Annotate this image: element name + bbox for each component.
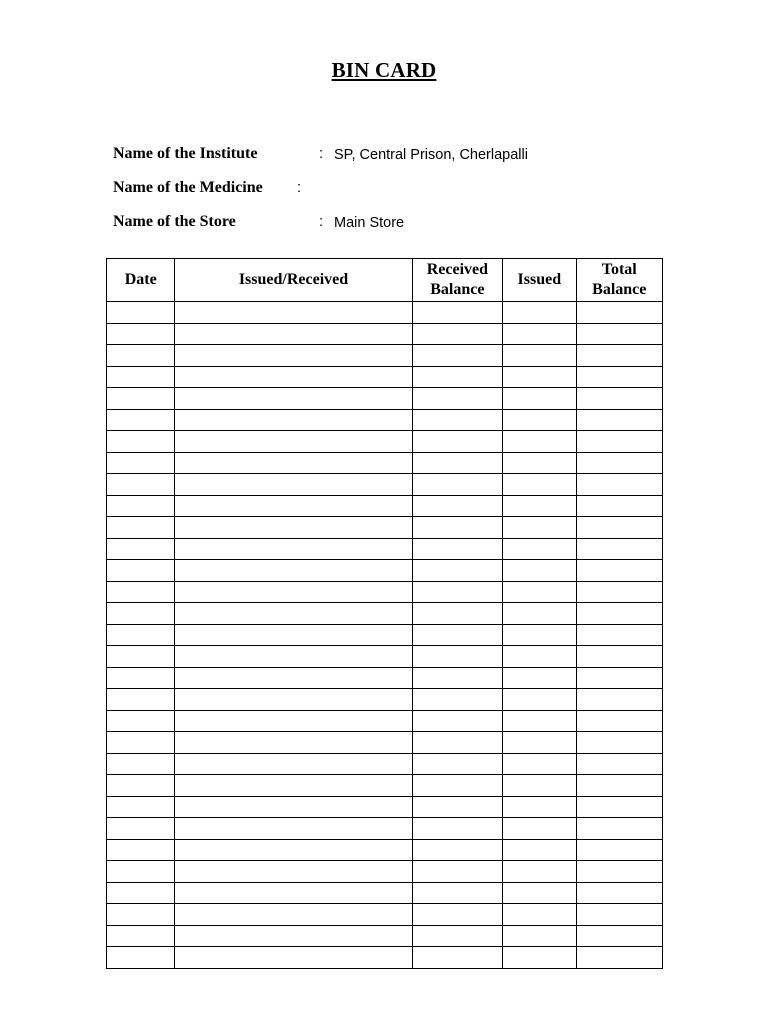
issued-received-cell[interactable] — [175, 947, 412, 969]
total-balance-cell[interactable] — [576, 947, 663, 969]
received-balance-cell[interactable] — [412, 667, 502, 689]
total-balance-cell[interactable] — [576, 302, 663, 324]
issued-cell[interactable] — [503, 839, 576, 861]
issued-cell[interactable] — [503, 796, 576, 818]
received-balance-cell[interactable] — [412, 775, 502, 797]
table-row — [107, 732, 663, 754]
issued-received-cell[interactable] — [175, 323, 412, 345]
received-balance-cell[interactable] — [412, 323, 502, 345]
issued-received-cell[interactable] — [175, 818, 412, 840]
header-issued: Issued — [503, 259, 576, 302]
total-balance-cell[interactable] — [576, 839, 663, 861]
issued-received-cell[interactable] — [175, 861, 412, 883]
received-balance-cell[interactable] — [412, 689, 502, 711]
date-cell[interactable] — [107, 345, 175, 367]
received-balance-cell[interactable] — [412, 517, 502, 539]
total-balance-cell[interactable] — [576, 517, 663, 539]
received-balance-cell[interactable] — [412, 646, 502, 668]
issued-cell[interactable] — [503, 366, 576, 388]
date-cell[interactable] — [107, 495, 175, 517]
total-balance-cell[interactable] — [576, 710, 663, 732]
issued-cell[interactable] — [503, 861, 576, 883]
medicine-label: Name of the Medicine — [113, 179, 263, 196]
table-row — [107, 839, 663, 861]
issued-cell[interactable] — [503, 818, 576, 840]
header-issued-received: Issued/Received — [175, 259, 412, 302]
issued-received-cell[interactable] — [175, 388, 412, 410]
date-cell[interactable] — [107, 560, 175, 582]
total-balance-cell[interactable] — [576, 560, 663, 582]
table-row — [107, 345, 663, 367]
received-balance-cell[interactable] — [412, 474, 502, 496]
issued-cell[interactable] — [503, 947, 576, 969]
table-row — [107, 603, 663, 625]
received-balance-cell[interactable] — [412, 947, 502, 969]
date-cell[interactable] — [107, 861, 175, 883]
total-balance-cell[interactable] — [576, 495, 663, 517]
received-balance-cell[interactable] — [412, 818, 502, 840]
total-balance-cell[interactable] — [576, 538, 663, 560]
date-cell[interactable] — [107, 732, 175, 754]
total-balance-cell[interactable] — [576, 323, 663, 345]
issued-cell[interactable] — [503, 560, 576, 582]
issued-received-cell[interactable] — [175, 710, 412, 732]
table-row — [107, 818, 663, 840]
issued-received-cell[interactable] — [175, 560, 412, 582]
date-cell[interactable] — [107, 624, 175, 646]
issued-received-cell[interactable] — [175, 925, 412, 947]
total-balance-cell[interactable] — [576, 603, 663, 625]
issued-received-cell[interactable] — [175, 517, 412, 539]
institute-colon: : — [319, 146, 324, 162]
issued-received-cell[interactable] — [175, 753, 412, 775]
table-row — [107, 882, 663, 904]
issued-cell[interactable] — [503, 345, 576, 367]
date-cell[interactable] — [107, 581, 175, 603]
header-received-balance — [412, 259, 502, 302]
table-row — [107, 302, 663, 324]
table-row — [107, 925, 663, 947]
total-balance-cell[interactable] — [576, 732, 663, 754]
total-balance-cell[interactable] — [576, 796, 663, 818]
received-balance-cell[interactable] — [412, 732, 502, 754]
issued-received-cell[interactable] — [175, 667, 412, 689]
issued-cell[interactable] — [503, 753, 576, 775]
total-balance-cell[interactable] — [576, 388, 663, 410]
issued-cell[interactable] — [503, 732, 576, 754]
issued-received-cell[interactable] — [175, 495, 412, 517]
table-row — [107, 323, 663, 345]
total-balance-cell[interactable] — [576, 452, 663, 474]
received-balance-cell[interactable] — [412, 538, 502, 560]
issued-received-cell[interactable] — [175, 839, 412, 861]
received-balance-cell[interactable] — [412, 560, 502, 582]
total-balance-cell[interactable] — [576, 624, 663, 646]
received-balance-cell[interactable] — [412, 581, 502, 603]
issued-cell[interactable] — [503, 409, 576, 431]
received-balance-cell[interactable] — [412, 624, 502, 646]
issued-received-cell[interactable] — [175, 366, 412, 388]
total-balance-cell[interactable] — [576, 861, 663, 883]
issued-received-cell[interactable] — [175, 603, 412, 625]
date-cell[interactable] — [107, 689, 175, 711]
table-row — [107, 796, 663, 818]
issued-received-cell[interactable] — [175, 409, 412, 431]
date-cell[interactable] — [107, 388, 175, 410]
table-row — [107, 689, 663, 711]
table-row — [107, 947, 663, 969]
issued-received-cell[interactable] — [175, 302, 412, 324]
total-balance-cell[interactable] — [576, 646, 663, 668]
received-balance-cell[interactable] — [412, 409, 502, 431]
total-balance-cell[interactable] — [576, 581, 663, 603]
received-balance-cell[interactable] — [412, 710, 502, 732]
issued-received-cell[interactable] — [175, 904, 412, 926]
received-balance-cell[interactable] — [412, 388, 502, 410]
date-cell[interactable] — [107, 882, 175, 904]
issued-received-cell[interactable] — [175, 538, 412, 560]
total-balance-cell[interactable] — [576, 667, 663, 689]
date-cell[interactable] — [107, 452, 175, 474]
store-colon: : — [319, 214, 324, 230]
table-row — [107, 366, 663, 388]
date-cell[interactable] — [107, 710, 175, 732]
table-row — [107, 753, 663, 775]
issued-received-cell[interactable] — [175, 452, 412, 474]
date-cell[interactable] — [107, 904, 175, 926]
issued-received-cell[interactable] — [175, 796, 412, 818]
date-cell[interactable] — [107, 775, 175, 797]
issued-cell[interactable] — [503, 689, 576, 711]
total-balance-cell[interactable] — [576, 366, 663, 388]
table-header-row — [107, 259, 663, 302]
institute-value: SP, Central Prison, Cherlapalli — [334, 147, 528, 163]
store-label: Name of the Store — [113, 213, 236, 230]
issued-cell[interactable] — [503, 323, 576, 345]
medicine-colon: : — [297, 180, 302, 196]
received-balance-cell[interactable] — [412, 753, 502, 775]
header-total-balance — [576, 259, 663, 302]
date-cell[interactable] — [107, 538, 175, 560]
bin-card-table — [106, 258, 663, 969]
total-balance-cell[interactable] — [576, 753, 663, 775]
date-cell[interactable] — [107, 517, 175, 539]
received-balance-cell[interactable] — [412, 495, 502, 517]
date-cell[interactable] — [107, 474, 175, 496]
header-received-balance-text: Received Balance — [426, 261, 489, 298]
institute-label: Name of the Institute — [113, 145, 258, 162]
date-cell[interactable] — [107, 646, 175, 668]
table-row — [107, 624, 663, 646]
table-row — [107, 667, 663, 689]
total-balance-cell[interactable] — [576, 904, 663, 926]
date-cell[interactable] — [107, 409, 175, 431]
date-cell[interactable] — [107, 431, 175, 453]
total-balance-cell[interactable] — [576, 689, 663, 711]
received-balance-cell[interactable] — [412, 366, 502, 388]
date-cell[interactable] — [107, 925, 175, 947]
issued-cell[interactable] — [503, 474, 576, 496]
total-balance-cell[interactable] — [576, 775, 663, 797]
total-balance-cell[interactable] — [576, 882, 663, 904]
table-row — [107, 538, 663, 560]
issued-cell[interactable] — [503, 302, 576, 324]
date-cell[interactable] — [107, 839, 175, 861]
issued-cell[interactable] — [503, 452, 576, 474]
issued-cell[interactable] — [503, 775, 576, 797]
total-balance-cell[interactable] — [576, 345, 663, 367]
table-row — [107, 581, 663, 603]
issued-cell[interactable] — [503, 904, 576, 926]
document-title: BIN CARD — [331, 58, 437, 82]
issued-cell[interactable] — [503, 431, 576, 453]
received-balance-cell[interactable] — [412, 882, 502, 904]
table-row — [107, 388, 663, 410]
header-total-balance-text: Total Balance — [592, 261, 647, 298]
date-cell[interactable] — [107, 603, 175, 625]
table-row — [107, 452, 663, 474]
issued-received-cell[interactable] — [175, 775, 412, 797]
issued-received-cell[interactable] — [175, 732, 412, 754]
issued-cell[interactable] — [503, 538, 576, 560]
date-cell[interactable] — [107, 818, 175, 840]
table-row — [107, 431, 663, 453]
issued-received-cell[interactable] — [175, 624, 412, 646]
table-row — [107, 861, 663, 883]
table-row — [107, 904, 663, 926]
received-balance-cell[interactable] — [412, 603, 502, 625]
total-balance-cell[interactable] — [576, 818, 663, 840]
issued-cell[interactable] — [503, 667, 576, 689]
table-row — [107, 775, 663, 797]
date-cell[interactable] — [107, 366, 175, 388]
issued-received-cell[interactable] — [175, 689, 412, 711]
issued-cell[interactable] — [503, 495, 576, 517]
issued-received-cell[interactable] — [175, 345, 412, 367]
received-balance-cell[interactable] — [412, 904, 502, 926]
issued-cell[interactable] — [503, 581, 576, 603]
received-balance-cell[interactable] — [412, 839, 502, 861]
received-balance-cell[interactable] — [412, 345, 502, 367]
issued-received-cell[interactable] — [175, 431, 412, 453]
table-row — [107, 495, 663, 517]
issued-cell[interactable] — [503, 646, 576, 668]
date-cell[interactable] — [107, 947, 175, 969]
date-cell[interactable] — [107, 796, 175, 818]
store-value: Main Store — [334, 215, 405, 231]
total-balance-cell[interactable] — [576, 431, 663, 453]
table-row — [107, 409, 663, 431]
issued-received-cell[interactable] — [175, 474, 412, 496]
total-balance-cell[interactable] — [576, 925, 663, 947]
received-balance-cell[interactable] — [412, 431, 502, 453]
received-balance-cell[interactable] — [412, 796, 502, 818]
issued-cell[interactable] — [503, 882, 576, 904]
issued-cell[interactable] — [503, 710, 576, 732]
date-cell[interactable] — [107, 302, 175, 324]
table-row — [107, 646, 663, 668]
issued-received-cell[interactable] — [175, 882, 412, 904]
received-balance-cell[interactable] — [412, 861, 502, 883]
issued-cell[interactable] — [503, 388, 576, 410]
table-row — [107, 560, 663, 582]
date-cell[interactable] — [107, 667, 175, 689]
issued-cell[interactable] — [503, 603, 576, 625]
issued-received-cell[interactable] — [175, 646, 412, 668]
received-balance-cell[interactable] — [412, 452, 502, 474]
table-row — [107, 474, 663, 496]
total-balance-cell[interactable] — [576, 474, 663, 496]
issued-cell[interactable] — [503, 624, 576, 646]
date-cell[interactable] — [107, 753, 175, 775]
table-row — [107, 710, 663, 732]
date-cell[interactable] — [107, 323, 175, 345]
issued-received-cell[interactable] — [175, 581, 412, 603]
issued-cell[interactable] — [503, 517, 576, 539]
received-balance-cell[interactable] — [412, 925, 502, 947]
received-balance-cell[interactable] — [412, 302, 502, 324]
header-date: Date — [107, 259, 175, 302]
total-balance-cell[interactable] — [576, 409, 663, 431]
issued-cell[interactable] — [503, 925, 576, 947]
table-row — [107, 517, 663, 539]
